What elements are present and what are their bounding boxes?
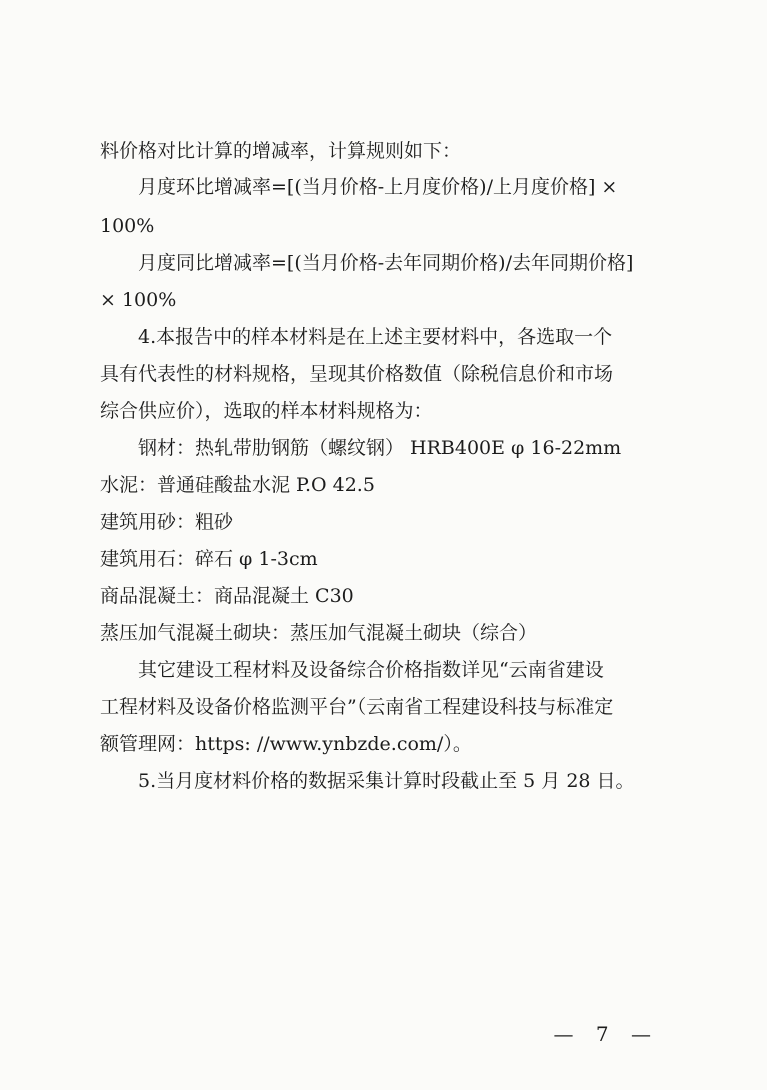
sample-sand: 建筑用砂：粗砂 bbox=[100, 511, 234, 533]
sample-steel: 钢材：热轧带肋钢筋（螺纹钢） HRB400E φ 16-22mm bbox=[138, 437, 622, 459]
platform-note-line-2: 工程材料及设备价格监测平台”（云南省工程建设科技与标准定 bbox=[100, 696, 614, 718]
formula-month-on-month-continued: 100% bbox=[100, 215, 155, 237]
paragraph-4-line-1: 4.本报告中的样本材料是在上述主要材料中，各选取一个 bbox=[138, 326, 613, 348]
page-number: — 7 — bbox=[553, 1022, 659, 1046]
paragraph-4-line-3: 综合供应价），选取的样本材料规格为： bbox=[100, 400, 433, 422]
paragraph-5: 5.当月度材料价格的数据采集计算时段截止至 5 月 28 日。 bbox=[138, 770, 635, 792]
formula-month-on-month: 月度环比增减率=[(当月价格-上月度价格)/上月度价格] × bbox=[138, 176, 618, 198]
sample-cement: 水泥：普通硅酸盐水泥 P.O 42.5 bbox=[100, 474, 375, 496]
formula-year-on-year: 月度同比增减率=[(当月价格-去年同期价格)/去年同期价格] bbox=[138, 252, 634, 274]
platform-note-line-3: 额管理网：https: //www.ynbzde.com/）。 bbox=[100, 733, 472, 755]
sample-stone: 建筑用石：碎石 φ 1-3cm bbox=[100, 548, 318, 570]
paragraph-4-line-2: 具有代表性的材料规格，呈现其价格数值（除税信息价和市场 bbox=[100, 363, 614, 385]
sample-concrete: 商品混凝土：商品混凝土 C30 bbox=[100, 585, 354, 607]
sample-block: 蒸压加气混凝土砌块：蒸压加气混凝土砌块（综合） bbox=[100, 622, 538, 644]
paragraph-line-1: 料价格对比计算的增减率，计算规则如下： bbox=[100, 140, 462, 162]
formula-year-on-year-continued: × 100% bbox=[100, 289, 177, 311]
platform-note-line-1: 其它建设工程材料及设备综合价格指数详见“云南省建设 bbox=[138, 659, 604, 681]
